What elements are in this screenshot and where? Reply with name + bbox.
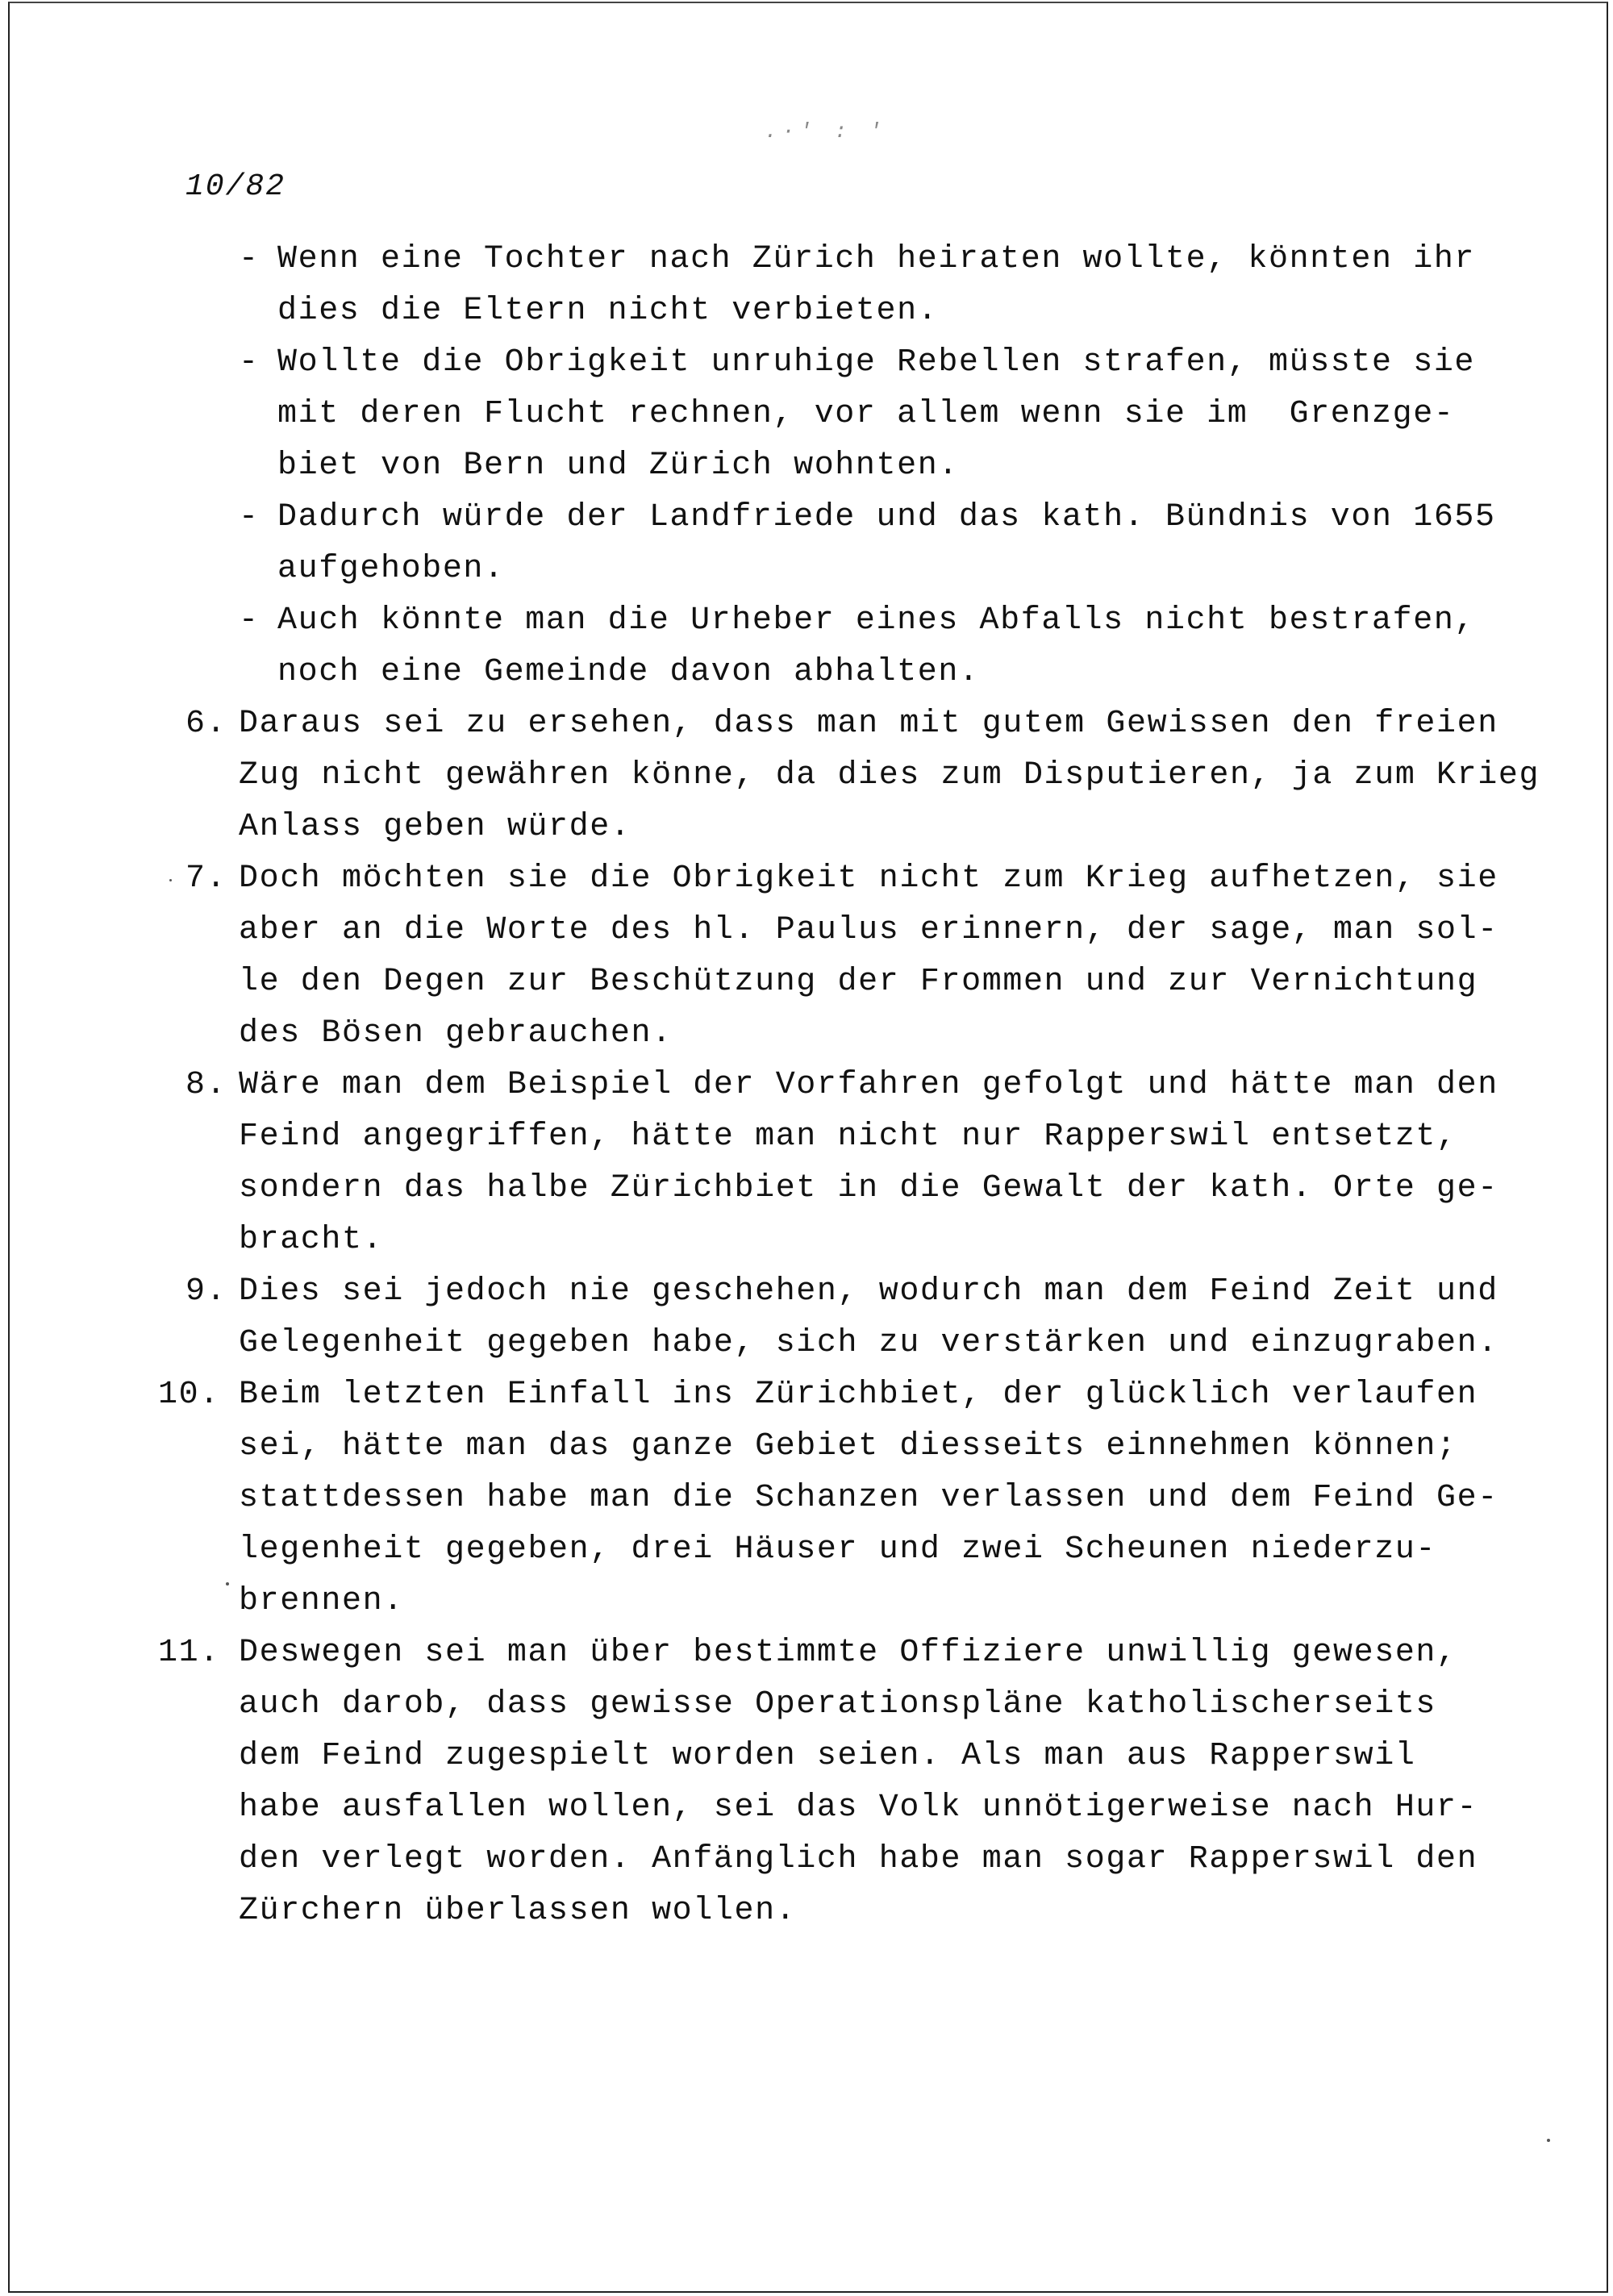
bullet-line: aufgehoben.	[277, 551, 505, 587]
scan-speck	[1547, 2139, 1550, 2142]
bullet-line: Wollte die Obrigkeit unruhige Rebellen strafen, müsste sie	[277, 344, 1476, 381]
item-number: 8.	[185, 1067, 227, 1103]
item-number: 6.	[185, 706, 227, 742]
item-line: des Bösen gebrauchen.	[239, 1015, 673, 1052]
item-line: sei, hätte man das ganze Gebiet diesseits einnehmen können;	[239, 1428, 1457, 1465]
item-line: Zürchern überlassen wollen.	[239, 1893, 797, 1929]
item-line: Wäre man dem Beispiel der Vorfahren gefolgt und hätte man den	[239, 1067, 1498, 1103]
item-line: den verlegt worden. Anfänglich habe man sogar Rapperswil den	[239, 1841, 1478, 1877]
item-line: Deswegen sei man über bestimmte Offiziere unwillig gewesen,	[239, 1635, 1457, 1671]
item-number: 7.	[185, 860, 227, 897]
scan-speck	[226, 1582, 229, 1586]
bullet-marker: -	[239, 241, 260, 277]
page-number: 10/82	[185, 169, 286, 204]
item-line: auch darob, dass gewisse Operationspläne katholischerseits	[239, 1686, 1437, 1723]
bullet-line: Wenn eine Tochter nach Zürich heiraten wollte, könnten ihr	[277, 241, 1476, 277]
item-line: Daraus sei zu ersehen, dass man mit gutem Gewissen den freien	[239, 706, 1498, 742]
item-line: stattdessen habe man die Schanzen verlassen und dem Feind Ge-	[239, 1480, 1498, 1516]
item-line: brennen.	[239, 1583, 404, 1619]
item-line: aber an die Worte des hl. Paulus erinnern, der sage, man sol-	[239, 912, 1498, 948]
bullet-line: Dadurch würde der Landfriede und das kath. Bündnis von 1655	[277, 499, 1496, 535]
bullet-marker: -	[239, 344, 260, 381]
bullet-line: biet von Bern und Zürich wohnten.	[277, 448, 959, 484]
bullet-marker: -	[239, 602, 260, 639]
item-number: 10.	[158, 1377, 220, 1413]
scan-speck	[169, 879, 172, 881]
bullet-line: dies die Eltern nicht verbieten.	[277, 293, 939, 329]
item-line: dem Feind zugespielt worden seien. Als man aus Rapperswil	[239, 1738, 1416, 1774]
item-line: bracht.	[239, 1222, 384, 1258]
bullet-line: Auch könnte man die Urheber eines Abfalls nicht bestrafen,	[277, 602, 1476, 639]
item-line: legenheit gegeben, drei Häuser und zwei Scheunen niederzu-	[239, 1531, 1437, 1568]
item-line: Beim letzten Einfall ins Zürichbiet, der glücklich verlaufen	[239, 1377, 1478, 1413]
stamp-marks: .·' : '	[765, 119, 887, 144]
item-line: Feind angegriffen, hätte man nicht nur Rapperswil entsetzt,	[239, 1119, 1457, 1155]
item-number: 11.	[158, 1635, 220, 1671]
bullet-line: noch eine Gemeinde davon abhalten.	[277, 654, 980, 690]
item-line: Zug nicht gewähren könne, da dies zum Disputieren, ja zum Krieg	[239, 757, 1540, 794]
item-number: 9.	[185, 1273, 227, 1310]
item-line: Dies sei jedoch nie geschehen, wodurch man dem Feind Zeit und	[239, 1273, 1498, 1310]
item-line: Anlass geben würde.	[239, 809, 631, 845]
item-line: le den Degen zur Beschützung der Frommen und zur Vernichtung	[239, 964, 1478, 1000]
item-line: Gelegenheit gegeben habe, sich zu verstärken und einzugraben.	[239, 1325, 1498, 1361]
item-line: sondern das halbe Zürichbiet in die Gewalt der kath. Orte ge-	[239, 1170, 1498, 1206]
item-line: Doch möchten sie die Obrigkeit nicht zum Krieg aufhetzen, sie	[239, 860, 1498, 897]
item-line: habe ausfallen wollen, sei das Volk unnötigerweise nach Hur-	[239, 1790, 1478, 1826]
bullet-marker: -	[239, 499, 260, 535]
bullet-line: mit deren Flucht rechnen, vor allem wenn sie im Grenzge-	[277, 396, 1455, 432]
